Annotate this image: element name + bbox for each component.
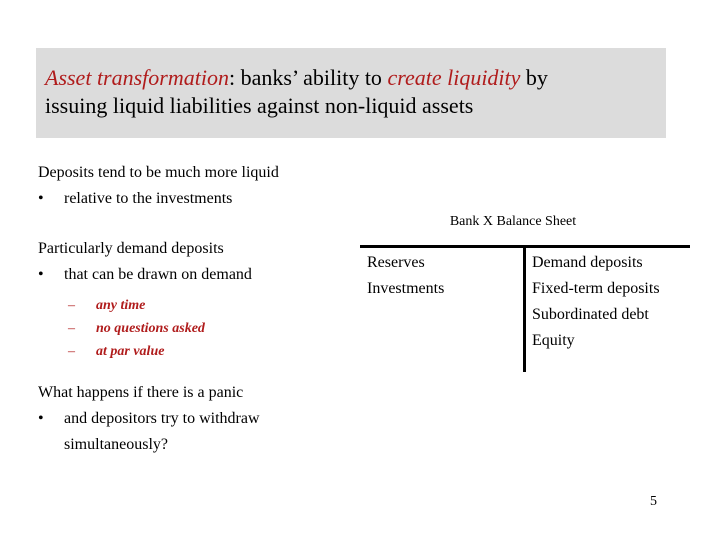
- title-highlight: create liquidity: [387, 65, 521, 90]
- panic-question-block: [38, 380, 260, 458]
- slide-title-box: [36, 48, 666, 138]
- bullet-text-line-1: and depositors try to withdraw: [64, 410, 260, 427]
- asset-item: Investments: [367, 280, 445, 297]
- panic-question-bullet: [38, 406, 260, 458]
- balance-sheet-divider: [523, 247, 526, 372]
- sub-item: [68, 294, 252, 317]
- title-text-part-2: by: [520, 65, 548, 90]
- deposits-liquid-block: [38, 160, 279, 212]
- bullet-dot: •: [38, 410, 44, 427]
- bullet-dot: •: [38, 266, 44, 283]
- title-term: Asset transformation: [45, 65, 229, 90]
- panic-question-heading: What happens if there is a panic: [38, 384, 244, 401]
- bullet-text: that can be drawn on demand: [64, 266, 252, 283]
- title-text-part-1: : banks’ ability to: [228, 65, 388, 90]
- dash-marker: –: [68, 344, 75, 359]
- sub-item-text: no questions asked: [96, 321, 205, 336]
- liability-item: Demand deposits: [532, 254, 643, 271]
- sub-item: [68, 317, 252, 340]
- slide-title-line-2: issuing liquid liabilities against non-liquid assets: [45, 93, 474, 118]
- bullet-dot: •: [38, 190, 44, 207]
- bullet-text: [64, 406, 260, 458]
- deposits-liquid-heading: Deposits tend to be much more liquid: [38, 164, 279, 181]
- liability-item: Equity: [532, 332, 575, 349]
- demand-deposits-subitems: [68, 294, 252, 363]
- bullet-text-line-2: simultaneously?: [64, 436, 168, 453]
- demand-deposits-block: [38, 236, 252, 363]
- deposits-liquid-bullet: [38, 186, 279, 212]
- balance-sheet-assets: [367, 250, 444, 302]
- slide-title-line-1: [45, 64, 666, 92]
- liability-item: Fixed-term deposits: [532, 280, 660, 297]
- demand-deposits-bullet: [38, 262, 252, 288]
- demand-deposits-heading: Particularly demand deposits: [38, 240, 224, 257]
- dash-marker: –: [68, 298, 75, 313]
- sub-item-text: at par value: [96, 344, 165, 359]
- asset-item: Reserves: [367, 254, 425, 271]
- sub-item-text: any time: [96, 298, 146, 313]
- balance-sheet-title: Bank X Balance Sheet: [449, 214, 577, 229]
- sub-item: [68, 340, 252, 363]
- liability-item: Subordinated debt: [532, 306, 649, 323]
- balance-sheet-liabilities: [532, 250, 660, 354]
- bullet-text: relative to the investments: [64, 190, 233, 207]
- dash-marker: –: [68, 321, 75, 336]
- page-number: 5: [650, 494, 657, 509]
